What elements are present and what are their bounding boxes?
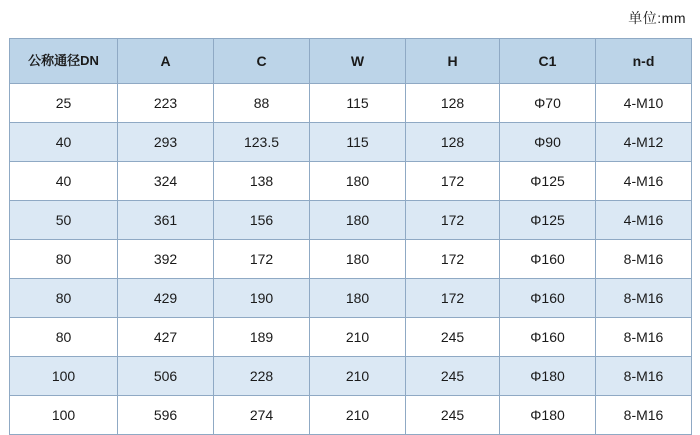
cell-a: 361 xyxy=(118,201,214,240)
cell-a: 596 xyxy=(118,396,214,435)
unit-note: 单位:mm xyxy=(628,10,686,26)
cell-dn: 100 xyxy=(10,357,118,396)
cell-nd: 8-M16 xyxy=(596,396,692,435)
table-row xyxy=(10,279,692,318)
table-row xyxy=(10,318,692,357)
cell-dn: 100 xyxy=(10,396,118,435)
cell-a: 506 xyxy=(118,357,214,396)
cell-dn: 40 xyxy=(10,123,118,162)
table-row xyxy=(10,123,692,162)
cell-h: 245 xyxy=(406,396,500,435)
cell-w: 115 xyxy=(310,84,406,123)
cell-a: 392 xyxy=(118,240,214,279)
table-row xyxy=(10,84,692,123)
cell-dn: 40 xyxy=(10,162,118,201)
cell-w: 210 xyxy=(310,318,406,357)
header-row xyxy=(10,39,692,84)
cell-w: 210 xyxy=(310,396,406,435)
table-row xyxy=(10,162,692,201)
cell-dn: 50 xyxy=(10,201,118,240)
cell-c1: Φ125 xyxy=(500,162,596,201)
cell-a: 429 xyxy=(118,279,214,318)
cell-c1: Φ160 xyxy=(500,318,596,357)
cell-c1: Φ125 xyxy=(500,201,596,240)
column-header-nd: n-d xyxy=(596,39,692,84)
cell-w: 210 xyxy=(310,357,406,396)
cell-h: 128 xyxy=(406,84,500,123)
cell-dn: 80 xyxy=(10,318,118,357)
cell-c: 189 xyxy=(214,318,310,357)
cell-a: 293 xyxy=(118,123,214,162)
cell-a: 427 xyxy=(118,318,214,357)
cell-h: 245 xyxy=(406,357,500,396)
cell-c: 190 xyxy=(214,279,310,318)
cell-c1: Φ180 xyxy=(500,396,596,435)
cell-c: 172 xyxy=(214,240,310,279)
cell-c1: Φ180 xyxy=(500,357,596,396)
cell-c1: Φ70 xyxy=(500,84,596,123)
column-header-c1: C1 xyxy=(500,39,596,84)
cell-dn: 80 xyxy=(10,240,118,279)
cell-w: 180 xyxy=(310,162,406,201)
column-header-a: A xyxy=(118,39,214,84)
cell-nd: 4-M16 xyxy=(596,201,692,240)
table-row xyxy=(10,201,692,240)
cell-h: 172 xyxy=(406,201,500,240)
cell-w: 115 xyxy=(310,123,406,162)
cell-nd: 8-M16 xyxy=(596,240,692,279)
table-body xyxy=(10,84,692,435)
cell-dn: 80 xyxy=(10,279,118,318)
spec-table-container xyxy=(9,38,691,435)
table-header xyxy=(10,39,692,84)
cell-c1: Φ160 xyxy=(500,279,596,318)
cell-w: 180 xyxy=(310,240,406,279)
cell-nd: 4-M16 xyxy=(596,162,692,201)
cell-a: 324 xyxy=(118,162,214,201)
cell-c: 228 xyxy=(214,357,310,396)
cell-h: 172 xyxy=(406,162,500,201)
cell-c: 88 xyxy=(214,84,310,123)
cell-c1: Φ160 xyxy=(500,240,596,279)
cell-a: 223 xyxy=(118,84,214,123)
cell-nd: 4-M10 xyxy=(596,84,692,123)
cell-c: 156 xyxy=(214,201,310,240)
cell-c1: Φ90 xyxy=(500,123,596,162)
cell-dn: 25 xyxy=(10,84,118,123)
cell-h: 172 xyxy=(406,240,500,279)
cell-h: 245 xyxy=(406,318,500,357)
cell-nd: 8-M16 xyxy=(596,279,692,318)
table-row xyxy=(10,240,692,279)
cell-h: 128 xyxy=(406,123,500,162)
cell-h: 172 xyxy=(406,279,500,318)
cell-nd: 8-M16 xyxy=(596,357,692,396)
cell-w: 180 xyxy=(310,279,406,318)
cell-c: 274 xyxy=(214,396,310,435)
column-header-w: W xyxy=(310,39,406,84)
cell-nd: 8-M16 xyxy=(596,318,692,357)
specification-table xyxy=(9,38,692,435)
column-header-dn: 公称通径DN xyxy=(10,39,118,84)
cell-nd: 4-M12 xyxy=(596,123,692,162)
table-row xyxy=(10,357,692,396)
column-header-c: C xyxy=(214,39,310,84)
cell-c: 138 xyxy=(214,162,310,201)
column-header-h: H xyxy=(406,39,500,84)
cell-c: 123.5 xyxy=(214,123,310,162)
cell-w: 180 xyxy=(310,201,406,240)
